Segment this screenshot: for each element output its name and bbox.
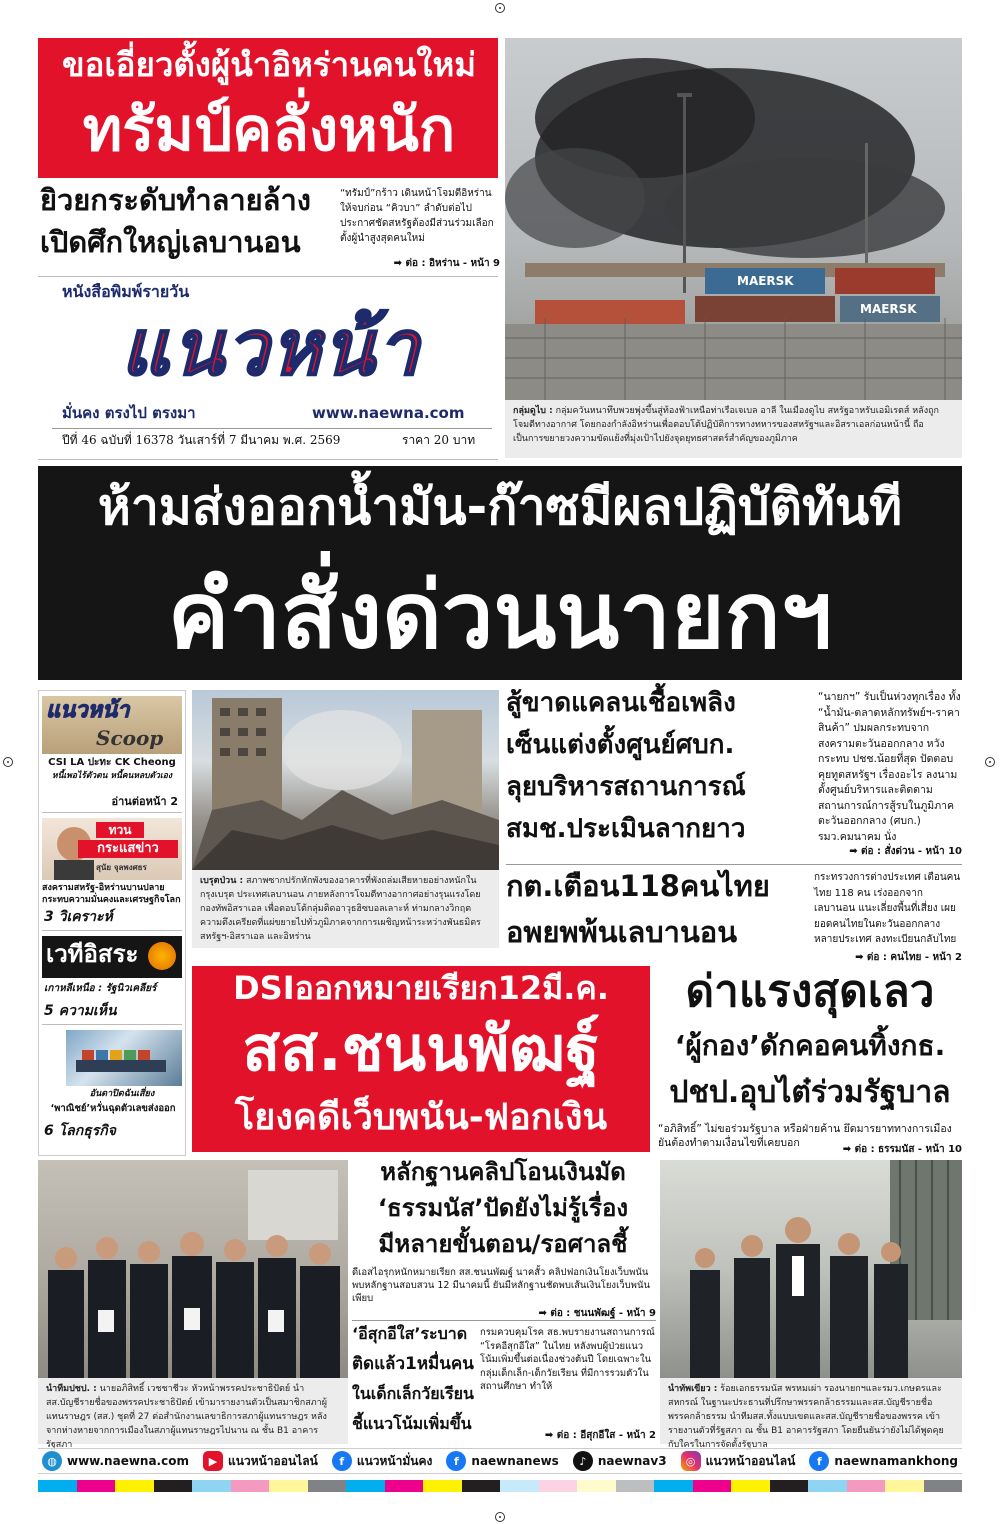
news-more[interactable]: 3 วิเคราะห์: [44, 909, 113, 925]
dsi-headline-2: สส.ชนนพัฒฐ์: [242, 1012, 600, 1085]
scoop-logo: แนวหน้า: [46, 698, 130, 723]
masthead-slogan: มั่นคง ตรงไป ตรงมา: [62, 404, 196, 422]
fuel-headline-4: สมช.ประเมินลากยาว: [506, 814, 746, 844]
flu-headline-4: ชี้แนวโน้มเพิ่มขึ้น: [352, 1414, 472, 1433]
walk-caption-bold: นำทัพเขียว :: [668, 1384, 718, 1394]
top-left-sub1: ยิวยกระดับทำลายล้าง: [40, 183, 311, 217]
footer-tiktok-label: naewnav3: [597, 1454, 667, 1468]
top-left-kicker: ขอเอี่ยวตั้งผู้นำอิหร่านคนใหม่: [62, 45, 476, 84]
masthead-url[interactable]: www.naewna.com: [312, 404, 465, 422]
evac-body: กระทรวงการต่างประเทศ เตือนคนไทย 118 คน เร่งออกจากเลบานอน แนะเลี่ยงพื้นที่เสี่ยง เผยยอดคนไทยในตะวันออกกลางหลายประเทศ ลงทะเบียนกลับไทย: [814, 872, 961, 945]
masthead-tagline: หนังสือพิมพ์รายวัน: [62, 282, 190, 301]
dsi-headline-3: โยงคดีเว็บพนัน-ฟอกเงิน: [234, 1097, 608, 1138]
scoop-word: Scoop: [96, 726, 164, 750]
clip-headline-2: ‘ธรรมนัส’ปัดยังไม่รู้เรื่อง: [377, 1194, 629, 1222]
clip-headline-1: หลักฐานคลิปโอนเงินมัด: [380, 1158, 626, 1186]
evac-more[interactable]: ➡ ต่อ : คนไทย - หน้า 2: [855, 952, 962, 963]
youtube-icon: ▶: [203, 1451, 223, 1471]
container-label-1: MAERSK: [737, 274, 794, 288]
facebook-icon: f: [446, 1451, 466, 1471]
dubai-caption-bold: กลุ่มดูไบ :: [513, 406, 553, 416]
fuel-headline-2: เซ็นแต่งตั้งศูนย์ศบก.: [506, 730, 735, 760]
democrat-group-photo: [38, 1160, 348, 1378]
footer-tiktok[interactable]: [573, 1451, 667, 1471]
footer-web-label: www.naewna.com: [67, 1454, 189, 1468]
walk-illustration: [660, 1160, 962, 1378]
clip-more[interactable]: ➡ ต่อ : ชนนพัฒฐ์ - หน้า 9: [538, 1308, 656, 1319]
evac-divider: [506, 864, 962, 865]
facebook-icon: f: [332, 1451, 352, 1471]
banner-line1: ห้ามส่งออกน้ำมัน-ก๊าซมีผลปฏิบัติทันที: [97, 478, 903, 536]
group-caption-text: นายอภิสิทธิ์ เวชชาชีวะ หัวหน้าพรรคประชาธิปัตย์ นำ สส.บัญชีรายชื่อของพรรคประชาธิปัตย์ เข้ามารายงานตัวเป็นสมาชิกสภาผู้แทนราษฎร (สส.) ชุดที่ 27 ต่อสำนักงานเลขาธิการสภาผู้แทนราษฎร หลังจากห่างหายจากการเมืองในสภาผู้แทนราษฎรไปนาน ณ ชั้น B1 อาคารรัฐสภา: [46, 1384, 327, 1450]
fuel-headline-3: ลุยบริหารสถานการณ์: [506, 772, 746, 802]
price: ราคา 20 บาท: [402, 433, 476, 447]
print-color-bar: [38, 1480, 962, 1492]
beirut-photo-caption: [192, 870, 499, 948]
footer-instagram[interactable]: [681, 1451, 796, 1471]
footer-facebook-1-label: แนวหน้ามั่นคง: [356, 1453, 433, 1468]
globe-icon: ◍: [42, 1451, 62, 1471]
fuel-body: “นายกฯ” รับเป็นห่วงทุกเรื่อง ทั้ง “น้ำมัน-ตลาดหลักทรัพย์ฯ-ราคาสินค้า” ปมผลกระทบจากสงครามตะวันออกกลาง หวังกระทบ ปชช.น้อยที่สุด ปัดตอบคุยทูตสหรัฐฯ เรื่องอะไร ลงนามตั้งศูนย์บริหารและติดตามสถานการณ์การสู้รบในภูมิภาคตะวันออกกลาง (ศบก.) รมว.คมนาคม นั่ง: [818, 691, 961, 843]
forum-logo: เวทีอิสระ: [46, 940, 139, 968]
slam-headline-2: ‘ผู้กอง’ดักคอคนทิ้งกธ.: [674, 1029, 946, 1062]
registration-mark-left: [3, 757, 13, 767]
rubble-illustration: [192, 690, 499, 870]
sidebar-divider-3: [42, 1024, 182, 1025]
slam-headline-1: ด่าแรงสุดเลว: [685, 966, 935, 1017]
dubai-photo-caption: [505, 400, 962, 458]
top-left-more[interactable]: ➡ ต่อ : อิหร่าน - หน้า 9: [393, 258, 500, 269]
footer-instagram-label: แนวหน้าออนไลน์: [705, 1453, 796, 1468]
business-teaser-2: ‘พาณิชย์’หวั่นฉุดตัวเลขส่งออก: [50, 1103, 176, 1114]
footer-facebook-1[interactable]: [332, 1451, 433, 1471]
cargo-ship-illustration: [66, 1030, 182, 1086]
clip-body: ดีเอสไอรุกหนักหมายเรียก สส.ชนนพัฒฐ์ นาคสั้ว คลิปฟอกเงินโยงเว็บพนันพบหลักฐานสอบสวน 12 มีนาคมนี้ ยันมีหลักฐานชัดพบเส้นเงินโยงเว็บพนันเพียบ: [352, 1267, 650, 1304]
registration-mark-top: [495, 3, 505, 13]
news-badge-2: กระแสข่าว: [78, 840, 178, 858]
thammanat-walk-photo: [660, 1160, 962, 1378]
group-illustration: [38, 1160, 348, 1378]
instagram-icon: ◎: [681, 1451, 701, 1471]
footer-bar: [38, 1448, 962, 1474]
top-left-headline: ทรัมป์คลั่งหนัก: [82, 95, 456, 165]
business-photo: [66, 1030, 182, 1086]
footer-facebook-2-label: naewnanews: [471, 1454, 559, 1468]
registration-mark-right: [985, 757, 995, 767]
flu-more[interactable]: ➡ ต่อ : อีสุกอีใส - หน้า 2: [544, 1430, 656, 1441]
footer-facebook-2[interactable]: [446, 1451, 558, 1471]
issue-line: ปีที่ 46 ฉบับที่ 16378 วันเสาร์ที่ 7 มีนาคม พ.ศ. 2569: [62, 433, 341, 447]
dsi-headline-1: DSIออกหมายเรียก12มี.ค.: [233, 969, 609, 1007]
forum-more[interactable]: 5 ความเห็น: [44, 1003, 117, 1019]
slam-body: “อภิสิทธิ์” ไม่ขอร่วมรัฐบาล หรือฝ่ายค้าน ยึดมารยาททางการเมือง ยันต้องทำตามเงื่อนไขที่เคยบอก: [658, 1123, 952, 1149]
flu-body: กรมควบคุมโรค สธ.พบรายงานสถานการณ์ “โรคอีสุกอีใส” ในไทย หลังพบผู้ป่วยแนวโน้มเพิ่มขึ้นต่อเนื่องช่วงต้นปี โดยเฉพาะในกลุ่มเด็กเล็ก-เด็กวัยเรียน ที่มีการรวมตัวในสถานศึกษา ทำให้: [480, 1327, 655, 1392]
news-teaser: สงครามสหรัฐ-อิหร่านบานปลาย กระทบความมั่นคงและเศรษฐกิจโลก: [42, 883, 181, 905]
walk-caption-text: ร้อยเอกธรรมนัส พรหมเผ่า รองนายกฯและรมว.เกษตรและสหกรณ์ ในฐานะประธานที่ปรึกษาพรรคกล้าธรรมและสส.บัญชีรายชื่อ พรรคกล้าธรรม นำทีมสส.ทั้งแบบเขตและสส.บัญชีรายชื่อของพรรค เข้ารายงานตัวที่รัฐสภา ณ ชั้น B1 อาคารรัฐสภา โดยยืนยันว่ายังไม่ได้พูดคุยกับใครในการจัดตั้งรัฐบาล: [668, 1384, 944, 1450]
sidebar-divider-1: [42, 812, 182, 813]
container-label-2: MAERSK: [860, 302, 917, 316]
footer-facebook-3[interactable]: [809, 1451, 958, 1471]
scoop-author: CSI LA ปะทะ CK Cheong: [48, 757, 176, 768]
slam-headline-3: ปชป.อุบไต๋ร่วมรัฐบาล: [669, 1075, 951, 1110]
masthead-divider: [52, 428, 492, 429]
banner-line2: คำสั่งด่วนนายกฯ: [167, 562, 833, 669]
registration-mark-bottom: [495, 1512, 505, 1522]
group-caption-bold: นำทีมปชป. :: [46, 1384, 97, 1394]
news-author: สุนัย จุลพงศธร: [96, 863, 147, 872]
slam-more[interactable]: ➡ ต่อ : ธรรมนัส - หน้า 10: [842, 1144, 962, 1155]
group-photo-caption: [38, 1378, 348, 1450]
sidebar-divider-2: [42, 930, 182, 931]
evac-headline-2: อพยพพ้นเลบานอน: [506, 915, 738, 949]
dubai-port-illustration: [505, 38, 962, 400]
clip-headline-3: มีหลายขั้นตอน/รอศาลชี้: [378, 1230, 628, 1258]
beirut-caption-bold: เบรุตป่วน :: [200, 876, 244, 886]
walk-photo-caption: [660, 1378, 962, 1450]
tiktok-icon: ♪: [573, 1451, 593, 1471]
footer-facebook-3-label: naewnamankhong: [834, 1454, 958, 1468]
forum-sun-icon: [148, 942, 176, 970]
scoop-teaser: หนี้เพอไร้ตัวตน หนี้คนหลบตัวเอง: [51, 771, 173, 781]
masthead-logo[interactable]: แนวหน้า: [120, 303, 422, 392]
business-more[interactable]: 6 โลกธุรกิจ: [44, 1123, 116, 1139]
business-teaser-1: อันดาปิดฉันเสี่ยง: [89, 1089, 155, 1099]
evac-headline-1: กต.เตือน118คนไทย: [506, 869, 770, 903]
forum-teaser: เกาหลีเหนือ : รัฐนิวเคลียร์: [44, 983, 157, 994]
scoop-more[interactable]: อ่านต่อหน้า 2: [111, 795, 178, 808]
flu-headline-1: ‘อีสุกอีใส’ระบาด: [352, 1324, 468, 1343]
footer-youtube-label: แนวหน้าออนไลน์: [228, 1453, 318, 1468]
news-badge-1: ทวน: [96, 822, 144, 838]
top-left-body: “ทรัมป์”กร้าว เดินหน้าโจมตีอิหร่านให้จบก่อน “คิวบา” ลำดับต่อไป ประกาศชัดสหรัฐต้องมีส่วนร่วมเลือกตั้งผู้นำสูงสุดคนใหม่: [340, 188, 494, 244]
fuel-headline-1: สู้ขาดแคลนเชื้อเพลิง: [506, 688, 736, 718]
top-left-sub2: เปิดศึกใหญ่เลบานอน: [40, 225, 301, 259]
flu-headline-2: ติดแล้ว1หมื่นคน: [352, 1354, 474, 1374]
facebook-icon: f: [809, 1451, 829, 1471]
footer-youtube[interactable]: [203, 1451, 318, 1471]
clip-divider: [352, 1320, 656, 1321]
footer-web[interactable]: [42, 1451, 189, 1471]
dubai-port-photo: [505, 38, 962, 400]
beirut-caption-text: สภาพซากปรักหักพังของอาคารที่พังถล่มเสียหายอย่างหนักในกรุงเบรุต ประเทศเลบานอน ภายหลังการโจมตีทางอากาศอย่างรุนแรงโดยกองทัพอิสราเอล เพื่อตอบโต้กลุ่มติดอาวุธฮิซบอลเลาะห์ ท่ามกลางวิกฤตความตึงเครียดที่แผ่ขยายไปทั่วภูมิภาคจากการเผชิญหน้าระหว่างพันธมิตรสหรัฐฯ-อิสราเอล และอิหร่าน: [200, 876, 481, 942]
beirut-rubble-photo: [192, 690, 499, 870]
fuel-more[interactable]: ➡ ต่อ : สั่งด่วน - หน้า 10: [849, 846, 962, 857]
dubai-caption-text: กลุ่มควันหนาทึบพวยพุ่งขึ้นสู่ท้องฟ้าเหนือท่าเรือเจเบล อาลี ในเมืองดูไบ สหรัฐอาหรับเอมิเรตส์ หลังถูกโจมตีทางอากาศ โดยกองกำลังอิหร่านเพื่อตอบโต้ปฏิบัติการทางทหารของสหรัฐฯและอิสราเอลก่อนหน้านี้ ถือเป็นการขยายวงความขัดแย้งที่มุ่งเป้าไปยังจุดยุทธศาสตร์สำคัญของภูมิภาค: [513, 406, 939, 444]
flu-headline-3: ในเด็กเล็กวัยเรียน: [352, 1384, 474, 1403]
